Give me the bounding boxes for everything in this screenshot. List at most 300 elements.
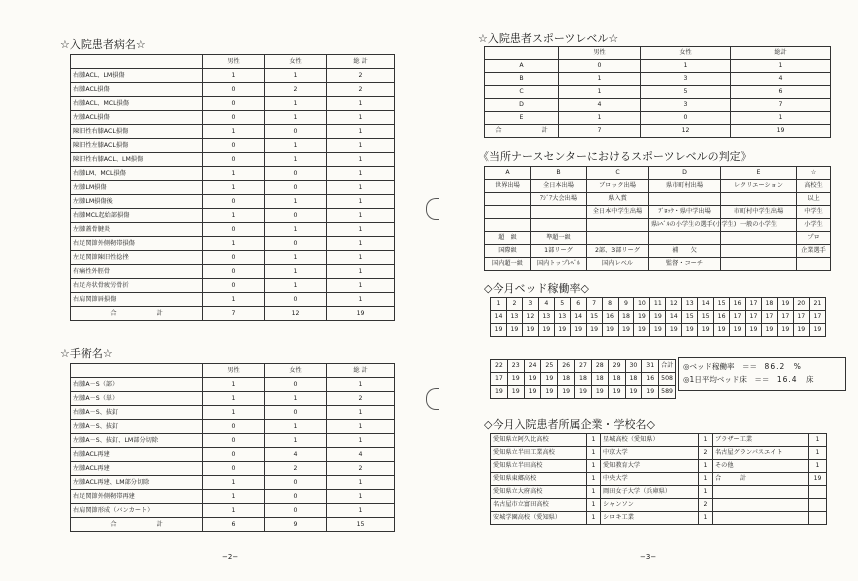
table-cell: D — [485, 99, 559, 112]
table-cell: 0 — [265, 476, 327, 490]
table-cell: 国内超一級 — [485, 258, 531, 271]
table-cell: 11 — [650, 298, 666, 311]
table-cell: 17 — [777, 311, 793, 324]
table-row — [491, 486, 827, 499]
table-cell: 市町村中学生出場 — [721, 206, 797, 219]
table-cell: 1 — [587, 434, 601, 447]
table-cell: 23 — [507, 360, 524, 373]
table-cell: 18 — [591, 373, 608, 386]
table-cell — [713, 486, 809, 499]
table-cell: 1 — [265, 139, 327, 153]
column-header: 総 計 — [327, 55, 395, 69]
table-row — [491, 473, 827, 486]
table-cell: 右膝ACL再建 — [71, 448, 203, 462]
binder-hole-icon — [426, 388, 439, 410]
table-cell — [587, 219, 649, 232]
table-cell: 7 — [586, 298, 602, 311]
table-cell: 26 — [558, 360, 575, 373]
table-cell: ﾌﾞﾛｯｸ・県中学出場 — [649, 206, 721, 219]
table-cell: 19 — [608, 386, 625, 399]
table-cell: 1 — [809, 434, 827, 447]
table-cell: 19 — [558, 386, 575, 399]
table-cell: 19 — [591, 386, 608, 399]
table-row — [71, 111, 395, 125]
table-cell: 19 — [650, 311, 666, 324]
table-row — [485, 193, 831, 206]
table-cell: 1 — [327, 97, 395, 111]
table-cell: 1 — [327, 434, 395, 448]
sports-level-title: ☆入院患者スポーツレベル☆ — [478, 32, 619, 45]
table-cell: 0 — [203, 251, 265, 265]
total-value: 7 — [559, 125, 641, 138]
table-cell: 右足関節外側靭帯再建 — [71, 490, 203, 504]
bed-occupancy-title: ◇今月ベッド稼働率◇ — [484, 282, 589, 295]
table-cell: 1部リーグ — [531, 245, 587, 258]
table-cell: 15 — [682, 311, 698, 324]
table-cell: 21 — [809, 298, 825, 311]
column-header: ☆ — [797, 167, 831, 180]
column-header: C — [587, 167, 649, 180]
table-row — [485, 86, 831, 99]
table-cell: 1 — [327, 265, 395, 279]
table-cell: 1 — [327, 378, 395, 392]
table-row — [485, 73, 831, 86]
diagnosis-title: ☆入院患者病名☆ — [60, 38, 146, 51]
table-cell: 4 — [731, 73, 831, 86]
column-header: 総 計 — [327, 364, 395, 378]
table-cell: 508 — [659, 373, 676, 386]
diagnosis-table — [70, 54, 395, 321]
table-cell: 1 — [203, 69, 265, 83]
table-cell: 合計 — [659, 360, 676, 373]
table-cell: 左膝A－S、抜釘、LM部分切除 — [71, 434, 203, 448]
table-cell: 6 — [570, 298, 586, 311]
table-row — [485, 60, 831, 73]
table-cell: 19 — [777, 324, 793, 337]
table-cell: 1 — [327, 490, 395, 504]
table-cell: 右膝MCL起始部損傷 — [71, 209, 203, 223]
table-cell: 以上 — [797, 193, 831, 206]
table-cell: 589 — [659, 386, 676, 399]
table-cell: 1 — [203, 406, 265, 420]
column-header — [485, 47, 559, 60]
table-row — [71, 251, 395, 265]
table-row — [485, 219, 831, 232]
table-cell: 左膝A－S（単） — [71, 392, 203, 406]
table-row — [71, 406, 395, 420]
column-header: D — [649, 167, 721, 180]
table-cell: プロ — [797, 232, 831, 245]
table-cell: 0 — [203, 139, 265, 153]
table-cell: 18 — [608, 373, 625, 386]
table-cell: 1 — [265, 153, 327, 167]
table-cell: 15 — [698, 311, 714, 324]
table-row — [71, 237, 395, 251]
table-cell: 左膝LM損傷 — [71, 181, 203, 195]
bed-stats-box: ◎ベッド稼働率 ＝＝ 86.2 % ◎1日平均ベッド床 ＝＝ 16.4 床 — [678, 357, 846, 391]
total-value: 12 — [265, 307, 327, 321]
table-cell: 19 — [650, 324, 666, 337]
total-value: 12 — [641, 125, 731, 138]
total-row — [71, 518, 395, 532]
table-row — [491, 447, 827, 460]
table-cell: 0 — [203, 265, 265, 279]
table-cell: 2 — [699, 447, 713, 460]
table-cell: C — [485, 86, 559, 99]
table-cell: 1 — [203, 378, 265, 392]
table-cell: 2 — [265, 83, 327, 97]
table-cell: 1 — [699, 473, 713, 486]
table-cell: 1 — [699, 434, 713, 447]
table-row — [71, 293, 395, 307]
table-cell: 19 — [586, 324, 602, 337]
table-cell: 1 — [265, 223, 327, 237]
table-cell: 17 — [491, 373, 508, 386]
table-cell: 14 — [666, 311, 682, 324]
table-cell: 0 — [203, 83, 265, 97]
table-cell: 超 級 — [485, 232, 531, 245]
table-cell: 2 — [327, 83, 395, 97]
table-cell: 1 — [327, 279, 395, 293]
table-cell: 19 — [491, 324, 507, 337]
table-cell — [809, 499, 827, 512]
table-cell: 31 — [642, 360, 659, 373]
table-cell: シロキ工業 — [601, 512, 699, 525]
table-cell: 24 — [524, 360, 541, 373]
table-cell: 16 — [730, 298, 746, 311]
table-cell — [809, 486, 827, 499]
table-cell: 19 — [634, 324, 650, 337]
table-cell — [587, 232, 649, 245]
table-cell: 1 — [265, 251, 327, 265]
table-cell: 0 — [203, 279, 265, 293]
bed-avg-value: 16.4 床 — [776, 375, 815, 384]
total-value: 15 — [327, 518, 395, 532]
table-cell: 2 — [265, 462, 327, 476]
table-cell: 左膝A－S、抜釘 — [71, 420, 203, 434]
table-cell: E — [485, 112, 559, 125]
table-cell: 0 — [203, 448, 265, 462]
table-cell: 名古屋グランパスエイト — [713, 447, 809, 460]
table-cell: 3 — [641, 99, 731, 112]
table-row — [71, 392, 395, 406]
table-row — [485, 232, 831, 245]
table-cell: 16 — [714, 311, 730, 324]
table-cell: 17 — [730, 311, 746, 324]
table-cell: 合 計 — [713, 473, 809, 486]
table-cell: 国際級 — [485, 245, 531, 258]
column-header — [71, 364, 203, 378]
column-header: 男性 — [203, 55, 265, 69]
table-cell: 3 — [522, 298, 538, 311]
table-cell: 1 — [559, 112, 641, 125]
table-cell: 0 — [265, 406, 327, 420]
table-cell: 県市町村出場 — [649, 180, 721, 193]
table-header-row — [485, 47, 831, 60]
table-cell: 19 — [507, 386, 524, 399]
table-cell: 0 — [265, 504, 327, 518]
table-cell — [485, 193, 531, 206]
judgment-title: 《当所ナースセンターにおけるスポーツレベルの判定》 — [478, 150, 752, 163]
table-row — [491, 460, 827, 473]
table-cell: 0 — [265, 237, 327, 251]
table-cell: 1 — [203, 209, 265, 223]
table-cell: 左足関節陳旧性捻挫 — [71, 251, 203, 265]
table-cell: 19 — [491, 386, 508, 399]
table-row — [71, 279, 395, 293]
table-cell: 0 — [559, 60, 641, 73]
table-cell: 1 — [327, 223, 395, 237]
total-value: 7 — [203, 307, 265, 321]
table-cell: 右足舟状骨疲労骨折 — [71, 279, 203, 293]
bed-avg-label: ◎1日平均ベッド床 — [683, 375, 747, 384]
binder-hole-icon — [426, 198, 439, 220]
table-cell: 全日本出場 — [531, 180, 587, 193]
table-cell: 0 — [265, 125, 327, 139]
table-cell: 19 — [541, 373, 558, 386]
table-cell: 19 — [809, 473, 827, 486]
table-cell: 8 — [602, 298, 618, 311]
table-cell: 19 — [602, 324, 618, 337]
table-row — [485, 258, 831, 271]
table-cell: 20 — [793, 298, 809, 311]
table-cell: 5 — [641, 86, 731, 99]
table-cell: 18 — [558, 373, 575, 386]
table-cell: 9 — [618, 298, 634, 311]
table-cell: 1 — [327, 476, 395, 490]
table-cell: 左膝ACL再建、LM部分切除 — [71, 476, 203, 490]
table-cell: 左膝ACL損傷 — [71, 111, 203, 125]
table-cell: 左膝ACL再建 — [71, 462, 203, 476]
table-cell: 17 — [746, 298, 762, 311]
table-cell: 10 — [634, 298, 650, 311]
table-row — [71, 139, 395, 153]
table-cell: 全日本中学生出場 — [587, 206, 649, 219]
table-cell: 右膝ACL、MCL損傷 — [71, 97, 203, 111]
total-value: 19 — [731, 125, 831, 138]
table-cell: 右膝ACL、LM損傷 — [71, 69, 203, 83]
table-cell: 右膝LM、MCL損傷 — [71, 167, 203, 181]
table-cell: 陳旧性左膝ACL損傷 — [71, 139, 203, 153]
table-cell: 1 — [699, 460, 713, 473]
table-cell: 17 — [809, 311, 825, 324]
table-cell: 19 — [698, 324, 714, 337]
table-cell: 中央大学 — [601, 473, 699, 486]
column-header: B — [531, 167, 587, 180]
table-cell: その他 — [713, 460, 809, 473]
table-cell: 14 — [698, 298, 714, 311]
table-cell: 1 — [731, 112, 831, 125]
table-cell: 19 — [666, 324, 682, 337]
table-cell: 0 — [203, 462, 265, 476]
column-header: 男性 — [559, 47, 641, 60]
table-cell: 17 — [793, 311, 809, 324]
table-cell: 14 — [570, 311, 586, 324]
table-cell: 19 — [522, 324, 538, 337]
table-cell: 1 — [327, 167, 395, 181]
table-cell: 1 — [327, 293, 395, 307]
table-cell: 22 — [491, 360, 508, 373]
table-row — [71, 97, 395, 111]
table-cell: 1 — [699, 486, 713, 499]
table-cell: 1 — [265, 69, 327, 83]
table-cell: 19 — [809, 324, 825, 337]
table-row — [71, 265, 395, 279]
table-cell: 国内レベル — [587, 258, 649, 271]
table-cell: 1 — [327, 406, 395, 420]
table-row — [491, 360, 676, 373]
table-cell: 左膝蓋骨腱炎 — [71, 223, 203, 237]
table-row — [491, 373, 676, 386]
column-header: E — [721, 167, 797, 180]
table-row — [491, 512, 827, 525]
table-cell: 18 — [575, 373, 592, 386]
table-cell: 19 — [634, 311, 650, 324]
table-cell: 4 — [327, 448, 395, 462]
table-cell: 17 — [746, 311, 762, 324]
table-cell: 0 — [203, 420, 265, 434]
total-label: 合 計 — [71, 307, 203, 321]
table-cell — [713, 499, 809, 512]
table-cell: 19 — [507, 373, 524, 386]
table-cell — [809, 512, 827, 525]
table-cell — [721, 193, 797, 206]
table-cell: 1 — [203, 504, 265, 518]
table-cell: 右肩関節唇損傷 — [71, 293, 203, 307]
table-cell: 18 — [761, 298, 777, 311]
table-cell: 13 — [554, 311, 570, 324]
table-cell — [797, 258, 831, 271]
table-cell: 1 — [587, 473, 601, 486]
table-row — [491, 434, 827, 447]
table-cell: 0 — [265, 181, 327, 195]
table-row — [71, 69, 395, 83]
table-row — [71, 504, 395, 518]
table-cell: 15 — [586, 311, 602, 324]
surgery-title: ☆手術名☆ — [60, 347, 113, 360]
table-cell: 1 — [203, 237, 265, 251]
table-cell: 0 — [203, 434, 265, 448]
table-cell: 19 — [682, 324, 698, 337]
total-row — [485, 125, 831, 138]
table-cell: 12 — [522, 311, 538, 324]
table-row — [491, 499, 827, 512]
column-header: 女性 — [265, 55, 327, 69]
table-cell: 1 — [265, 265, 327, 279]
table-cell: 0 — [265, 209, 327, 223]
table-cell: 1 — [809, 460, 827, 473]
table-cell: 星城高校（愛知県） — [601, 434, 699, 447]
table-cell: 県入賞 — [587, 193, 649, 206]
table-cell — [531, 206, 587, 219]
table-cell: 1 — [327, 153, 395, 167]
table-row — [491, 298, 826, 311]
table-cell: 6 — [731, 86, 831, 99]
table-row — [71, 195, 395, 209]
table-cell: 19 — [570, 324, 586, 337]
table-row — [491, 311, 826, 324]
table-cell: 1 — [265, 195, 327, 209]
table-cell: 1 — [203, 167, 265, 181]
sports-level-table — [484, 46, 831, 138]
table-cell: 30 — [625, 360, 642, 373]
table-cell: 1 — [327, 237, 395, 251]
table-cell: 0 — [265, 167, 327, 181]
table-cell: 19 — [524, 386, 541, 399]
table-cell: 4 — [559, 99, 641, 112]
table-cell — [713, 512, 809, 525]
table-row — [491, 386, 676, 399]
table-cell: 17 — [761, 311, 777, 324]
table-row — [71, 223, 395, 237]
table-cell: 16 — [642, 373, 659, 386]
table-cell: 中京大学 — [601, 447, 699, 460]
table-cell — [721, 245, 797, 258]
table-cell: シャンソン — [601, 499, 699, 512]
table-header-row — [71, 55, 395, 69]
table-cell: 4 — [265, 448, 327, 462]
table-cell: 1 — [809, 447, 827, 460]
table-cell: 2 — [327, 69, 395, 83]
table-cell: 16 — [602, 311, 618, 324]
total-row — [71, 307, 395, 321]
table-cell: 19 — [793, 324, 809, 337]
table-cell: 12 — [666, 298, 682, 311]
judgment-table — [484, 166, 831, 271]
table-cell: 19 — [554, 324, 570, 337]
table-cell: 1 — [327, 111, 395, 125]
table-cell: 1 — [203, 392, 265, 406]
table-row — [71, 209, 395, 223]
table-cell: 愛知県立半田高校 — [491, 460, 587, 473]
table-cell: 1 — [265, 434, 327, 448]
table-cell: 2 — [327, 462, 395, 476]
table-cell — [531, 219, 587, 232]
table-cell: 1 — [203, 476, 265, 490]
table-row — [71, 420, 395, 434]
table-cell: 1 — [327, 181, 395, 195]
table-cell: 19 — [541, 386, 558, 399]
table-cell — [485, 219, 531, 232]
table-cell: 0 — [265, 293, 327, 307]
table-cell: 7 — [731, 99, 831, 112]
table-header-row — [71, 364, 395, 378]
table-cell: 19 — [761, 324, 777, 337]
table-cell: 19 — [625, 386, 642, 399]
table-cell: 愛知県東郷高校 — [491, 473, 587, 486]
table-cell — [649, 193, 721, 206]
table-cell: 高校生 — [797, 180, 831, 193]
table-cell: 1 — [327, 504, 395, 518]
table-cell: 0 — [203, 97, 265, 111]
schools-table — [490, 433, 827, 525]
column-header: 女性 — [265, 364, 327, 378]
table-cell: 0 — [203, 153, 265, 167]
column-header: 女性 — [641, 47, 731, 60]
table-cell: 有痛性外脛骨 — [71, 265, 203, 279]
table-cell: 13 — [506, 311, 522, 324]
table-cell: 19 — [730, 324, 746, 337]
table-cell: 右膝A－S、抜釘 — [71, 406, 203, 420]
column-header: 男性 — [203, 364, 265, 378]
bed-occupancy-table-1 — [490, 297, 826, 337]
table-cell: 19 — [575, 386, 592, 399]
table-cell: 1 — [587, 512, 601, 525]
table-cell: ブラザー工業 — [713, 434, 809, 447]
table-cell: 岡田女子大学（兵庫県） — [601, 486, 699, 499]
table-cell: 1 — [327, 125, 395, 139]
table-row — [71, 490, 395, 504]
